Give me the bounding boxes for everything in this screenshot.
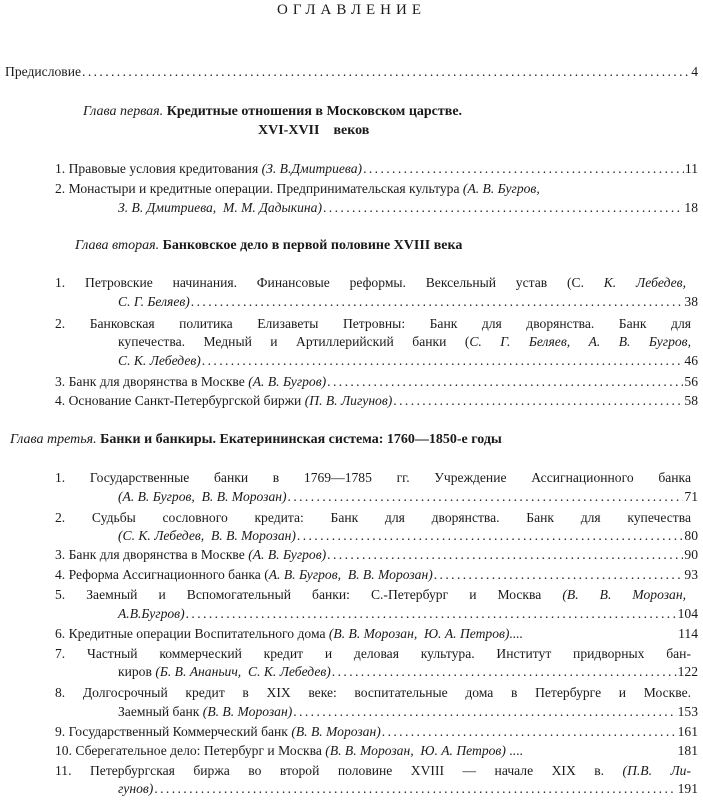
toc-entry[interactable] <box>55 684 691 702</box>
entry-authors: (А. В. Бугров, В. В. Морозан) <box>118 489 287 504</box>
entry-text: Петербургская биржа во второй половине XVIII — начале XIX в. <box>89 763 605 778</box>
leader-dots <box>293 703 676 721</box>
entry-authors: (В. В. Морозан, Ю. А. Петров).... <box>328 626 524 641</box>
leader-dots <box>202 352 684 370</box>
leader-dots <box>323 199 683 217</box>
entry-number: 1. <box>55 161 66 176</box>
entry-number: 8. <box>55 685 66 700</box>
toc-entry[interactable] <box>55 645 691 663</box>
toc-entry[interactable] <box>55 274 686 292</box>
entry-text: купечества. Медный и Артиллерийский банки ( <box>118 334 470 349</box>
entry-text: Сберегательное дело: Петербург и Москва <box>75 743 322 758</box>
chapter-title: Банковское дело в первой половине XVIII века <box>162 238 463 253</box>
leader-dots <box>297 527 684 545</box>
toc-entry-page: 58 <box>684 393 698 408</box>
entry-authors: (С. К. Лебедев, В. В. Морозан) <box>118 528 296 543</box>
toc-entry-page: 80 <box>684 528 698 543</box>
entry-text: Банк для дворянства в Москве <box>68 547 245 562</box>
toc-entry[interactable] <box>55 586 686 604</box>
entry-authors: С. Г. Беляев) <box>118 294 190 309</box>
leader-dots <box>327 546 683 564</box>
toc-entry-cont[interactable] <box>118 333 691 351</box>
entry-authors: З. В. Дмитриева, М. М. Дадыкина) <box>118 200 322 215</box>
toc-entry-cont[interactable] <box>118 488 698 506</box>
toc-entry-page: 71 <box>684 489 698 504</box>
toc-entry-page: 11 <box>684 161 698 176</box>
entry-authors: А.В.Бугров) <box>118 606 185 621</box>
entry-text: Заемный и Вспомогательный банки: С.-Петербург и Москва <box>86 587 542 602</box>
entry-text: киров <box>118 664 152 679</box>
toc-entry-page: 104 <box>677 606 698 621</box>
toc-entry-preface[interactable] <box>5 63 698 81</box>
toc-entry[interactable] <box>55 546 698 564</box>
toc-entry-page: 153 <box>677 704 698 719</box>
page-title: ОГЛАВЛЕНИЕ <box>277 2 426 18</box>
entry-number: 3. <box>55 547 66 562</box>
entry-number: 1. <box>55 470 66 485</box>
toc-entry[interactable] <box>55 180 540 198</box>
entry-number: 9. <box>55 724 66 739</box>
entry-number: 4. <box>55 393 66 408</box>
toc-entry-cont[interactable] <box>118 605 698 623</box>
entry-authors: С. К. Лебедев) <box>118 353 201 368</box>
entry-text: Банковская политика Елизаветы Петровны: Банк для дворянства. Банк для <box>89 316 691 331</box>
chapter-title: Кредитные отношения в Московском царстве. <box>166 104 463 119</box>
leader-dots: .... <box>509 743 523 758</box>
toc-entry[interactable] <box>55 160 698 178</box>
toc-entry-cont[interactable] <box>118 527 698 545</box>
toc-entry[interactable] <box>55 625 698 643</box>
entry-authors: (В. В. Морозан, <box>562 587 686 602</box>
entry-text: Долгосрочный кредит в XIX веке: воспитательные дома в Петербурге и Москве. <box>82 685 692 700</box>
toc-entry-page: 181 <box>677 743 698 758</box>
toc-entry-page: 161 <box>677 724 698 739</box>
entry-text: Основание Санкт-Петербургской биржи <box>68 393 302 408</box>
entry-number: 3. <box>55 374 66 389</box>
toc-entry-cont[interactable] <box>118 293 698 311</box>
toc-entry-label: Предисловие <box>5 64 82 79</box>
entry-text: Государственный Коммерческий банк <box>68 724 288 739</box>
toc-entry[interactable] <box>55 762 691 780</box>
entry-text: Кредитные операции Воспитательного дома <box>68 626 326 641</box>
toc-entry[interactable] <box>55 373 698 391</box>
leader-dots <box>191 293 684 311</box>
toc-entry-page: 38 <box>684 294 698 309</box>
leader-dots <box>82 63 690 81</box>
toc-entry[interactable] <box>55 566 698 584</box>
leader-dots <box>186 605 677 623</box>
toc-entry-cont[interactable] <box>118 703 698 721</box>
leader-dots <box>154 780 676 798</box>
entry-authors: (З. В.Дмитриева) <box>261 161 363 176</box>
toc-entry[interactable] <box>55 723 698 741</box>
toc-entry-page: 93 <box>684 567 698 582</box>
chapter-heading <box>83 102 462 121</box>
chapter-prefix: Глава вторая. <box>75 238 160 253</box>
toc-entry-page: 46 <box>684 353 698 368</box>
leader-dots <box>382 723 677 741</box>
leader-dots <box>434 566 684 584</box>
entry-authors: (В. В. Морозан, Ю. А. Петров) <box>325 743 506 758</box>
leader-dots <box>363 160 684 178</box>
leader-dots <box>327 373 683 391</box>
entry-authors: (В. В. Морозан) <box>202 704 293 719</box>
entry-text: Государственные банки в 1769—1785 гг. Учреждение Ассигнационного банка <box>89 470 691 485</box>
leader-dots <box>288 488 684 506</box>
toc-entry-cont[interactable] <box>118 780 698 798</box>
leader-dots <box>393 392 683 410</box>
chapter-title: Банки и банкиры. Екатерининская система: 1760—1850-е годы <box>100 432 502 447</box>
toc-entry[interactable] <box>55 742 698 760</box>
toc-entry-cont[interactable] <box>118 352 698 370</box>
entry-number: 7. <box>55 646 66 661</box>
chapter-heading <box>10 430 502 449</box>
leader-dots <box>332 663 677 681</box>
toc-entry-page: 56 <box>684 374 698 389</box>
entry-number: 5. <box>55 587 66 602</box>
toc-entry[interactable] <box>55 509 691 527</box>
toc-entry-page: 90 <box>684 547 698 562</box>
entry-text: Монастыри и кредитные операции. Предпринимательская культура <box>68 181 460 196</box>
chapter-heading-line2 <box>258 121 369 140</box>
toc-entry-page: 122 <box>677 664 698 679</box>
entry-text: Петровские начинания. Финансовые реформы. Вексельный устав (С. <box>85 275 584 290</box>
toc-entry-page: 4 <box>691 64 698 79</box>
toc-entry[interactable] <box>55 469 691 487</box>
entry-authors: (П.В. Ли- <box>622 763 691 778</box>
toc-entry-page: 191 <box>677 781 698 796</box>
entry-authors: К. Лебедев, <box>603 275 686 290</box>
entry-authors: (В. В. Морозан) <box>291 724 381 739</box>
entry-authors: (А. В. Бугров) <box>248 374 327 389</box>
entry-text: Правовые условия кредитования <box>68 161 259 176</box>
toc-entry-cont[interactable] <box>118 663 698 681</box>
chapter-title-cont: XVI-XVII веков <box>258 123 370 138</box>
entry-number: 4. <box>55 567 66 582</box>
toc-entry-page: 18 <box>684 200 698 215</box>
toc-entry[interactable] <box>55 392 698 410</box>
entry-authors: С. Г. Беляев, А. В. Бугров, <box>469 334 691 349</box>
entry-text: Банк для дворянства в Москве <box>68 374 245 389</box>
entry-number: 10. <box>55 743 72 758</box>
entry-authors: гунов) <box>118 781 154 796</box>
entry-text: Судьбы сословного кредита: Банк для дворянства. Банк для купечества <box>91 510 691 525</box>
entry-text: Заемный банк <box>118 704 200 719</box>
chapter-prefix: Глава третья. <box>10 432 97 447</box>
entry-text: Частный коммерческий кредит и деловая культура. Институт придворных бан- <box>87 646 691 661</box>
toc-entry-page: 114 <box>678 626 698 641</box>
entry-authors: (Б. В. Ананьич, С. К. Лебедев) <box>155 664 331 679</box>
entry-text: Реформа Ассигнационного банка ( <box>68 567 269 582</box>
entry-authors: А. В. Бугров, В. В. Морозан) <box>268 567 433 582</box>
chapter-prefix: Глава первая. <box>83 104 164 119</box>
entry-number: 2. <box>55 510 66 525</box>
entry-number: 1. <box>55 275 66 290</box>
entry-number: 6. <box>55 626 66 641</box>
toc-entry-cont[interactable] <box>118 199 698 217</box>
chapter-heading <box>75 236 462 255</box>
entry-authors: (А. В. Бугров, <box>462 181 540 196</box>
entry-number: 11. <box>55 763 72 778</box>
entry-number: 2. <box>55 181 66 196</box>
entry-number: 2. <box>55 316 66 331</box>
toc-entry[interactable] <box>55 315 691 333</box>
entry-authors: (А. В. Бугров) <box>248 547 327 562</box>
entry-authors: (П. В. Лигунов) <box>304 393 393 408</box>
